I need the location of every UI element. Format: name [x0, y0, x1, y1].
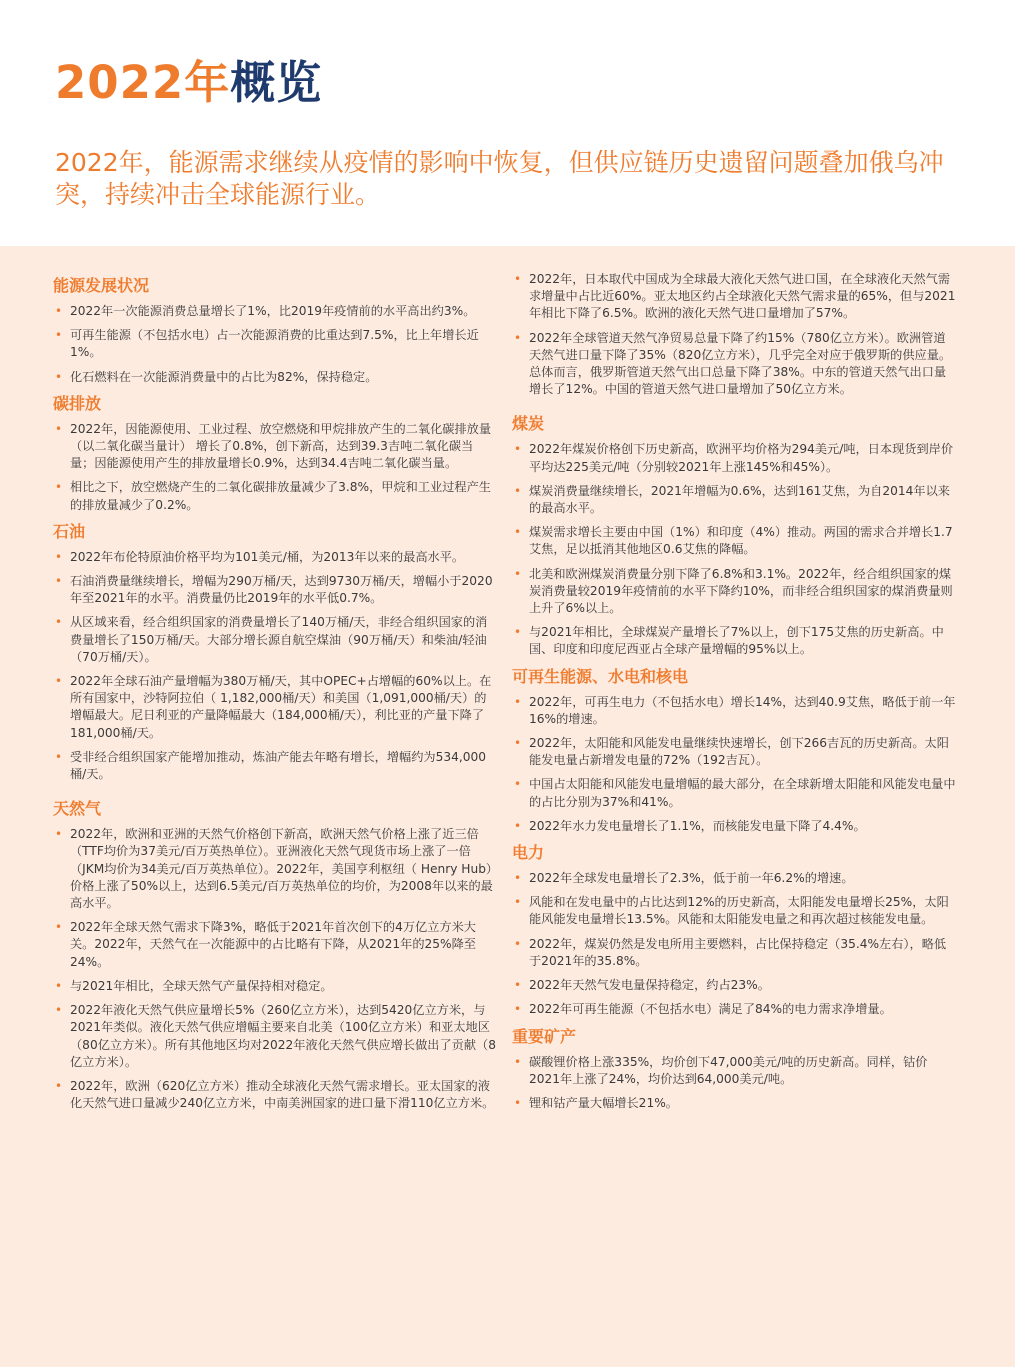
- bullet-item: • 2022年水力发电量增长了1.1%，而核能发电量下降了4.4%。: [512, 818, 956, 835]
- section-heading: 煤炭: [512, 414, 545, 434]
- bullet-item: • 2022年全球发电量增长了2.3%，低于前一年6.2%的增速。: [512, 870, 956, 887]
- bullet-item: • 2022年天然气发电量保持稳定，约占23%。: [512, 977, 956, 994]
- bullet-item: • 煤炭消费量继续增长，2021年增幅为0.6%，达到161艾焦，为自2014年以来的最高水平。: [512, 483, 956, 517]
- bullet-list: [53, 303, 497, 386]
- bullet-item: • 受非经合组织国家产能增加推动，炼油产能去年略有增长，增幅约为534,000桶/天。: [53, 749, 497, 783]
- bullet-item: • 与2021年相比，全球天然气产量保持相对稳定。: [53, 978, 497, 995]
- bullet-item: • 2022年，煤炭仍然是发电所用主要燃料，占比保持稳定（35.4%左右），略低于2021年的35.8%。: [512, 936, 956, 970]
- bullet-item: • 与2021年相比，全球煤炭产量增长了7%以上，创下175艾焦的历史新高。中国、印度和印度尼西亚占全球产量增幅的95%以上。: [512, 624, 956, 658]
- section-oil: [53, 521, 497, 783]
- section-heading: 碳排放: [53, 393, 102, 413]
- bullet-item: • 2022年煤炭价格创下历史新高，欧洲平均价格为294美元/吨，日本现货到岸价平均达225美元/吨（分别较2021年上涨145%和45%）。: [512, 441, 956, 475]
- bullet-list: [512, 694, 956, 835]
- bullet-item: • 2022年，欧洲（620亿立方米）推动全球液化天然气需求增长。亚太国家的液化天然气进口量减少240亿立方米，中南美洲国家的进口量下滑110亿立方米。: [53, 1078, 497, 1112]
- page-title: [55, 46, 322, 111]
- bullet-list: [512, 870, 956, 1018]
- bullet-item: • 2022年，日本取代中国成为全球最大液化天然气进口国，在全球液化天然气需求增量中占比近60%。亚太地区约占全球液化天然气需求量的65%，但与2021年相比下降了6.5%。欧洲的液化天然气进口量增加了57%。: [512, 271, 956, 323]
- page-title-text: 概览: [230, 56, 323, 109]
- bullet-item: • 2022年，因能源使用、工业过程、放空燃烧和甲烷排放产生的二氧化碳排放量（以二氧化碳当量计） 增长了0.8%，创下新高，达到39.3吉吨二氧化碳当量；因能源使用产生的排放量增长0.9%，达到34.4吉吨二氧化碳当量。: [53, 421, 497, 473]
- section-energy-status: [53, 275, 497, 386]
- section-heading: 能源发展状况: [53, 276, 150, 295]
- right-column: [512, 271, 956, 1119]
- bullet-item: • 相比之下，放空燃烧产生的二氧化碳排放量减少了3.8%，甲烷和工业过程产生的排放量减少了0.2%。: [53, 479, 497, 513]
- bullet-item: • 2022年一次能源消费总量增长了1%，比2019年疫情前的水平高出约3%。: [53, 303, 497, 320]
- bullet-list: [53, 549, 497, 783]
- bullet-list: [512, 271, 956, 398]
- bullet-item: • 石油消费量继续增长，增幅为290万桶/天，达到9730万桶/天，增幅小于2020年至2021年的水平。消费量仍比2019年的水平低0.7%。: [53, 573, 497, 607]
- section-heading: 电力: [512, 843, 545, 863]
- bullet-item: • 2022年，可再生电力（不包括水电）增长14%，达到40.9艾焦，略低于前一年16%的增速。: [512, 694, 956, 728]
- bullet-item: • 2022年可再生能源（不包括水电）满足了84%的电力需求净增量。: [512, 1001, 956, 1018]
- bullet-item: • 碳酸锂价格上涨335%，均价创下47,000美元/吨的历史新高。同样，钴价2021年上涨了24%，均价达到64,000美元/吨。: [512, 1054, 956, 1088]
- bullet-item: • 可再生能源（不包括水电）占一次能源消费的比重达到7.5%，比上年增长近1%。: [53, 327, 497, 361]
- section-electricity: [512, 842, 956, 1018]
- bullet-list: [53, 421, 497, 514]
- bullet-item: • 化石燃料在一次能源消费量中的占比为82%，保持稳定。: [53, 369, 497, 386]
- bullet-list: [53, 826, 497, 1112]
- bullet-item: • 2022年全球管道天然气净贸易总量下降了约15%（780亿立方米）。欧洲管道天然气进口量下降了35%（820亿立方米），几乎完全对应于俄罗斯的供应量。总体而言，俄罗斯管道天然气出口总量下降了38%。中东的管道天然气出口量增长了12%。中国的管道天然气进口量增加了50亿立方米。: [512, 330, 956, 399]
- page-title-year: 2022年: [55, 56, 231, 109]
- section-critical-minerals: [512, 1026, 956, 1113]
- section-heading: 重要矿产: [512, 1026, 577, 1046]
- bullet-item: • 2022年全球石油产量增幅为380万桶/天，其中OPEC+占增幅的60%以上。在所有国家中，沙特阿拉伯（ 1,182,000桶/天）和美国（1,091,000桶/天）的增幅最大。尼日利亚的产量降幅最大（184,000桶/天），利比亚的产量下降了181,000桶/天。: [53, 673, 497, 742]
- bullet-item: • 2022年全球天然气需求下降3%，略低于2021年首次创下的4万亿立方米大关。2022年，天然气在一次能源中的占比略有下降，从2021年的25%降至24%。: [53, 919, 497, 971]
- bullet-item: • 风能和在发电量中的占比达到12%的历史新高，太阳能发电量增长25%，太阳能风能发电量增长13.5%。风能和太阳能发电量之和再次超过核能发电量。: [512, 894, 956, 928]
- section-natural-gas: [53, 798, 497, 1112]
- lead-paragraph: 2022年，能源需求继续从疫情的影响中恢复，但供应链历史遗留问题叠加俄乌冲突，持续冲击全球能源行业。: [55, 148, 944, 209]
- section-carbon-emissions: [53, 393, 497, 514]
- bullet-item: • 2022年，太阳能和风能发电量继续快速增长，创下266吉瓦的历史新高。太阳能发电量占新增发电量的72%（192吉瓦）。: [512, 735, 956, 769]
- section-renewables-hydro-nuclear: [512, 666, 956, 835]
- bullet-item: • 北美和欧洲煤炭消费量分别下降了6.8%和3.1%。2022年，经合组织国家的煤炭消费量较2019年疫情前的水平下降约10%，而非经合组织国家的煤消费量则上升了6%以上。: [512, 566, 956, 618]
- section-heading: 石油: [53, 521, 86, 541]
- bullet-item: • 2022年布伦特原油价格平均为101美元/桶，为2013年以来的最高水平。: [53, 549, 497, 566]
- left-column: [53, 275, 497, 1119]
- bullet-item: • 2022年液化天然气供应量增长5%（260亿立方米），达到5420亿立方米，与2021年类似。液化天然气供应增幅主要来自北美（100亿立方米）和亚太地区（80亿立方米）。所有其他地区均对2022年液化天然气供应增长做出了贡献（8亿立方米）。: [53, 1002, 497, 1071]
- section-heading: 可再生能源、水电和核电: [512, 666, 689, 686]
- bullet-item: • 2022年，欧洲和亚洲的天然气价格创下新高，欧洲天然气价格上涨了近三倍（TTF均价为37美元/百万英热单位）。亚洲液化天然气现货市场上涨了一倍（JKM均价为34美元/百万英热单位）。2022年，美国亨利枢纽（ Henry Hub）价格上涨了50%以上，达到6.5美元/百万英热单位的均价，为2008年以来的最高水平。: [53, 826, 497, 912]
- bullet-list: [512, 441, 956, 658]
- bullet-item: • 中国占太阳能和风能发电量增幅的最大部分，在全球新增太阳能和风能发电量中的占比分别为37%和41%。: [512, 776, 956, 810]
- section-heading: 天然气: [53, 799, 102, 819]
- bullet-list: [512, 1054, 956, 1113]
- bullet-item: • 锂和钴产量大幅增长21%。: [512, 1095, 956, 1112]
- bullet-item: • 从区域来看，经合组织国家的消费量增长了140万桶/天，非经合组织国家的消费量增长了150万桶/天。大部分增长源自航空煤油（90万桶/天）和柴油/轻油（70万桶/天）。: [53, 614, 497, 666]
- section-coal: [512, 413, 956, 658]
- bullet-item: • 煤炭需求增长主要由中国（1%）和印度（4%）推动。两国的需求合并增长1.7艾焦，足以抵消其他地区0.6艾焦的降幅。: [512, 524, 956, 558]
